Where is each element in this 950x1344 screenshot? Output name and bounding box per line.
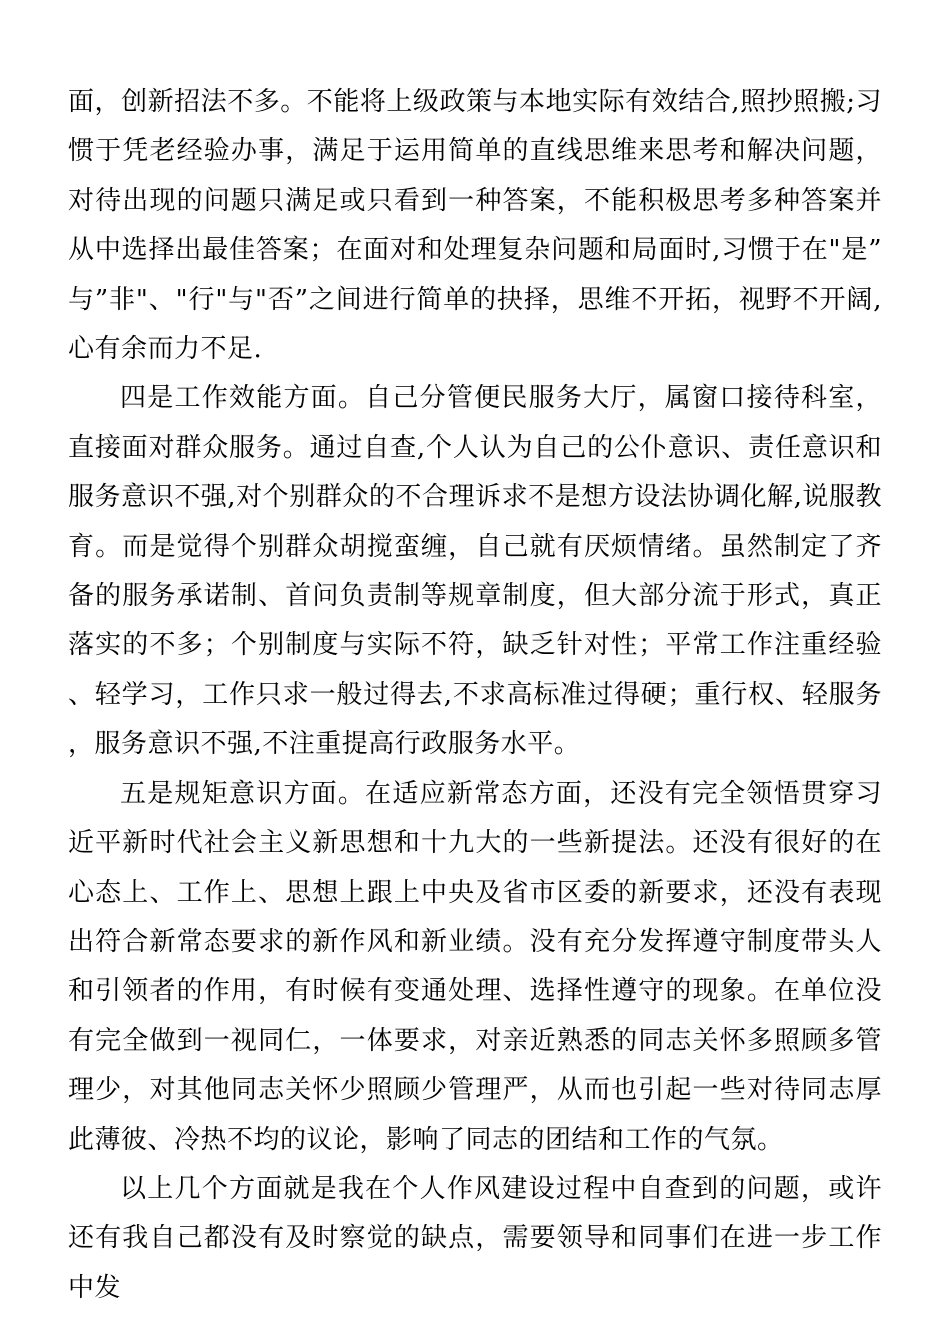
document-page xyxy=(68,78,882,1313)
paragraph-work-efficiency: 四是工作效能方面。自己分管便民服务大厅，属窗口接待科室，直接面对群众服务。通过自查,个人认为自己的公仆意识、责任意识和服务意识不强,对个别群众的不合理诉求不是想方设法协调化解,说服教育。而是觉得个别群众胡搅蛮缠，自己就有厌烦情绪。虽然制定了齐备的服务承诺制、首问负责制等规章制度，但大部分流于形式，真正落实的不多；个别制度与实际不符，缺乏针对性；平常工作注重经验、轻学习，工作只求一般过得去,不求高标准过得硬；重行权、轻服务，服务意识不强,不注重提高行政服务水平。 xyxy=(68,383,882,760)
paragraph-conclusion: 以上几个方面就是我在个人作风建设过程中自查到的问题，或许还有我自己都没有及时察觉的缺点，需要领导和同事们在进一步工作中发 xyxy=(68,1173,882,1303)
paragraph-rules-awareness: 五是规矩意识方面。在适应新常态方面，还没有完全领悟贯穿习近平新时代社会主义新思想和十九大的一些新提法。还没有很好的在心态上、工作上、思想上跟上中央及省市区委的新要求，还没有表现出符合新常态要求的新作风和新业绩。没有充分发挥遵守制度带头人和引领者的作用，有时候有变通处理、选择性遵守的现象。在单位没有完全做到一视同仁，一体要求，对亲近熟悉的同志关怀多照顾多管理少，对其他同志关怀少照顾少管理严，从而也引起一些对待同志厚此薄彼、冷热不均的议论，影响了同志的团结和工作的气氛。 xyxy=(68,778,882,1155)
paragraph-thinking-continuation: 面，创新招法不多。不能将上级政策与本地实际有效结合,照抄照搬;习惯于凭老经验办事，满足于运用简单的直线思维来思考和解决问题，对待出现的问题只满足或只看到一种答案，不能积极思考多种答案并从中选择出最佳答案；在面对和处理复杂问题和局面时,习惯于在"是”与”非"、"行"与"否”之间进行简单的抉择，思维不开拓，视野不开阔,心有余而力不足. xyxy=(68,87,882,365)
